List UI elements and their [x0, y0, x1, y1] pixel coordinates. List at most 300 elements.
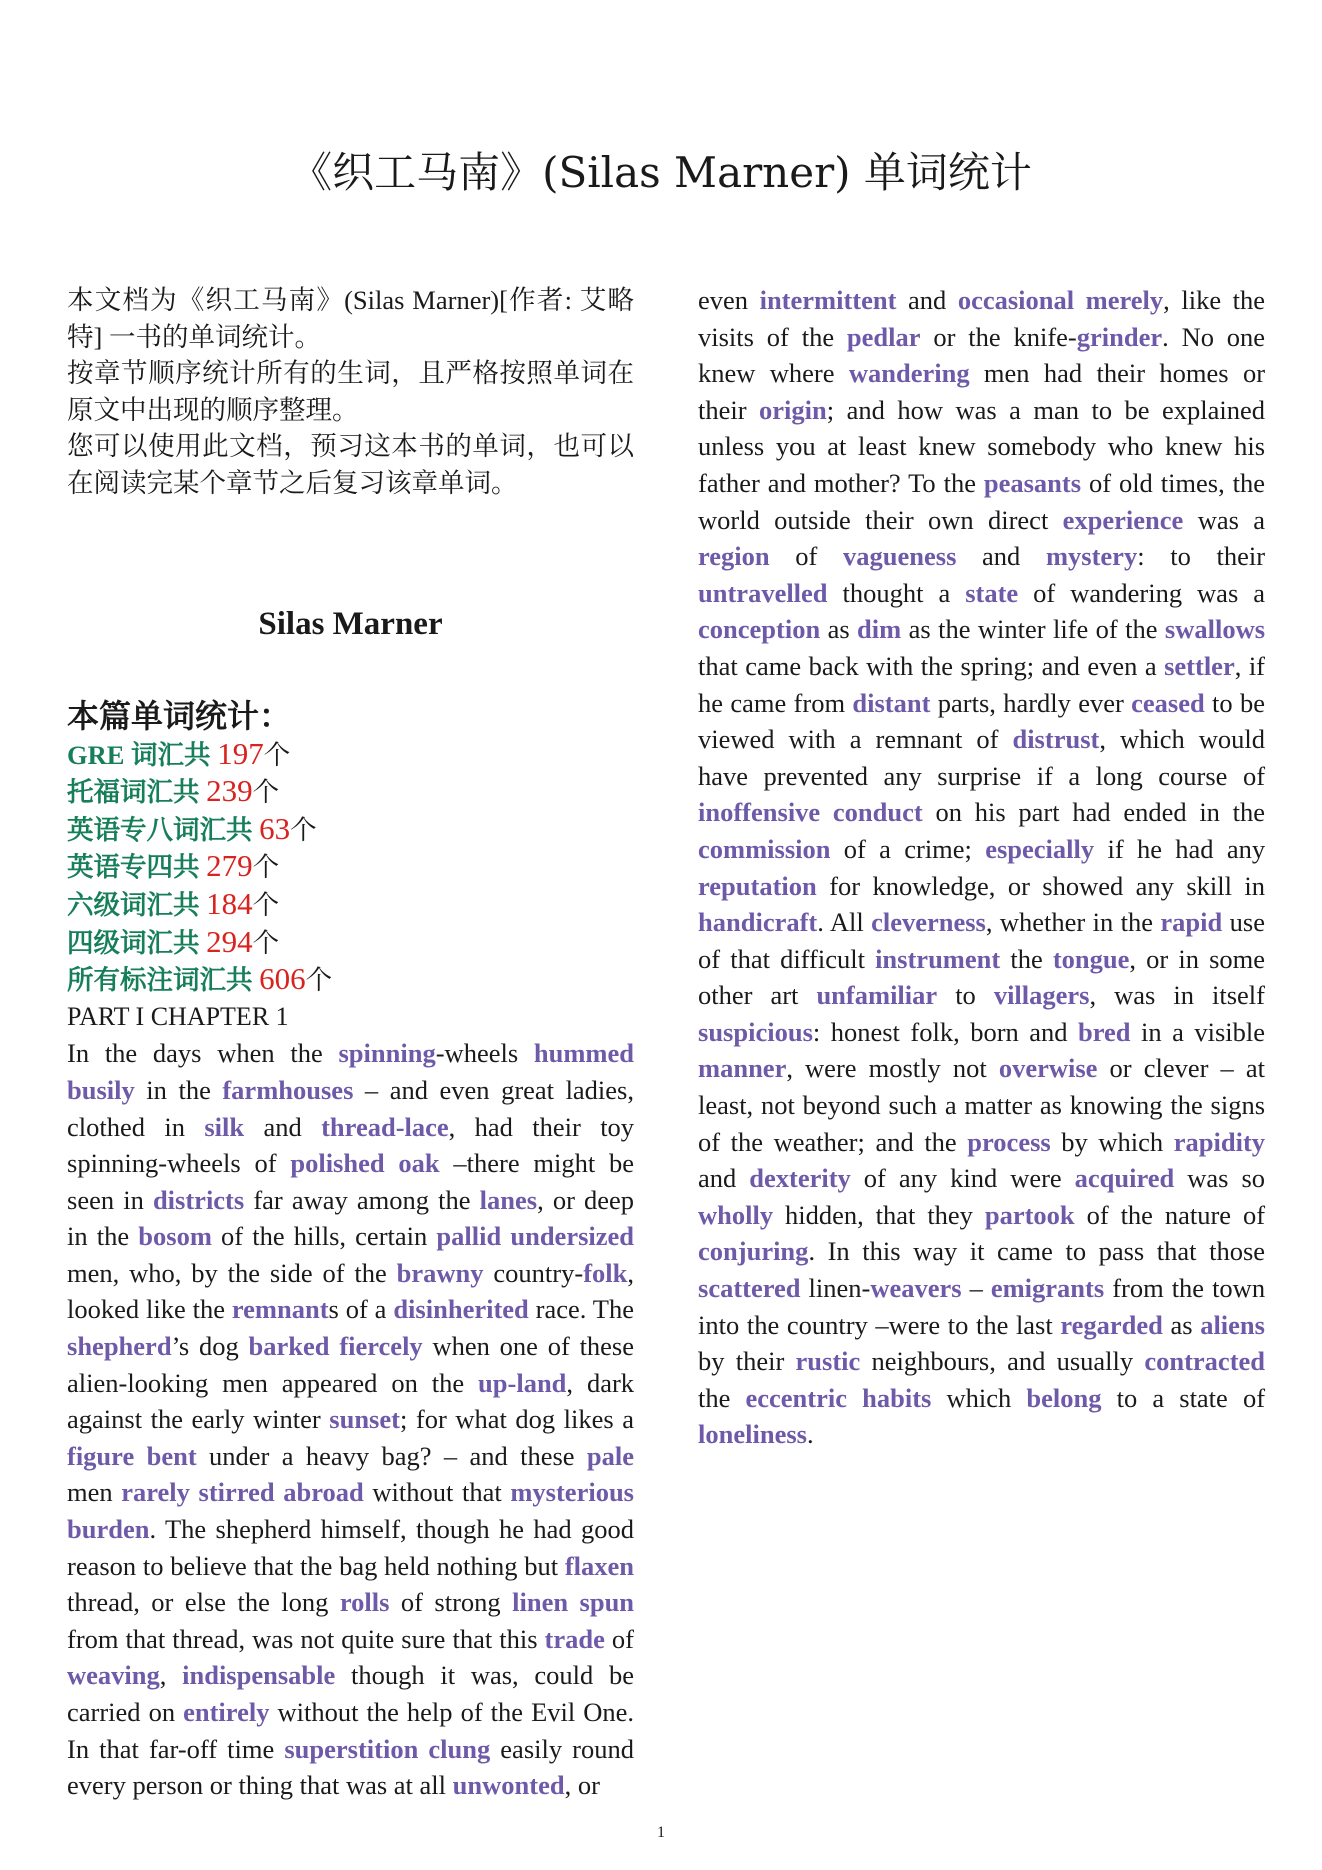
vocab-word: spun	[579, 1587, 635, 1618]
text-run: who	[1107, 431, 1166, 462]
text-run	[353, 1075, 365, 1105]
text-run: shepherd	[215, 1514, 321, 1545]
text-run: hardly	[1003, 687, 1079, 718]
text-run: –	[364, 1074, 390, 1105]
vocab-word: especially	[985, 833, 1095, 864]
text-run: not	[300, 1623, 342, 1654]
text-run: that	[452, 1623, 500, 1654]
text-run: race.	[535, 1294, 593, 1325]
vocab-word: aliens	[1200, 1309, 1265, 1340]
text-run: long	[281, 1587, 340, 1618]
text-run: visible	[1194, 1016, 1266, 1047]
vocab-word: suspicious	[698, 1016, 813, 1047]
text-run	[1163, 1310, 1171, 1340]
vocab-word: clung	[428, 1733, 491, 1764]
text-run: homes	[1159, 358, 1243, 389]
text-run: early	[191, 1404, 254, 1435]
text-run: men	[67, 1477, 122, 1508]
text-run: and	[1029, 1016, 1079, 1047]
text-run: have	[698, 760, 764, 791]
text-run: in	[1173, 980, 1212, 1011]
stats-heading: 本篇单词统计：	[67, 697, 292, 734]
intro-line-1: 本文档为《织工马南》(Silas Marner)[作者: 艾略特] 一书的单词统计。	[67, 285, 634, 352]
text-run: ,	[627, 1257, 635, 1288]
text-run: a	[374, 1294, 394, 1325]
text-run: had	[474, 1111, 533, 1142]
text-run: who,	[129, 1257, 192, 1288]
text-run: help	[406, 1697, 461, 1727]
text-run: he	[1136, 833, 1176, 864]
vocab-word: conduct	[832, 797, 923, 828]
text-run: among	[356, 1184, 439, 1215]
text-run: if	[1107, 833, 1137, 864]
text-run: by	[698, 1346, 736, 1377]
vocab-word: dexterity	[749, 1163, 851, 1194]
text-run: held	[384, 1550, 437, 1581]
vocab-word: pedlar	[846, 321, 921, 352]
vocab-word: mysterious	[510, 1477, 634, 1508]
text-run: you	[775, 431, 828, 462]
text-run	[962, 1273, 970, 1303]
vocab-word: cleverness	[871, 907, 986, 938]
text-run: In	[67, 1733, 100, 1764]
text-run: art	[770, 980, 817, 1011]
text-run: might	[533, 1148, 610, 1179]
text-run: the	[178, 1074, 223, 1105]
text-run: weather;	[773, 1126, 876, 1157]
text-run: hidden,	[785, 1199, 876, 1230]
text-run: that	[730, 943, 781, 974]
text-run: had	[1072, 797, 1124, 828]
text-run: The	[164, 1514, 216, 1545]
vocab-word: stirred	[198, 1477, 284, 1508]
text-run: on	[935, 797, 975, 828]
text-run: he	[499, 1514, 534, 1545]
text-run: country	[786, 1309, 876, 1340]
text-run: of	[863, 1163, 899, 1194]
vocab-word: peasants	[983, 467, 1082, 498]
text-run: reason	[67, 1550, 143, 1581]
text-run: the	[938, 614, 978, 645]
text-run: side	[269, 1257, 323, 1288]
text-run: ;	[826, 394, 847, 425]
text-run: from	[793, 687, 853, 718]
vocab-word: flaxen	[564, 1550, 635, 1581]
text-run: itself	[1212, 980, 1265, 1011]
text-run	[529, 1294, 536, 1324]
text-run: came	[730, 687, 794, 718]
text-run: came	[745, 650, 809, 681]
vocab-word: conception	[698, 614, 821, 645]
text-run: one	[499, 1331, 548, 1362]
text-run: great	[501, 1074, 566, 1105]
text-run: and	[1041, 650, 1088, 681]
text-run: in	[1199, 797, 1233, 828]
text-run: against	[67, 1404, 151, 1435]
text-run: ,	[1234, 650, 1249, 681]
text-run: explained	[1162, 394, 1266, 425]
text-run: was,	[470, 1660, 535, 1691]
text-run: those	[1209, 1236, 1266, 1267]
text-run: the	[924, 1126, 968, 1157]
text-run: not	[761, 1090, 803, 1121]
right-column	[698, 282, 1265, 1453]
page-number: 1	[657, 1824, 665, 1841]
text-run: a	[938, 577, 966, 608]
vocab-word: tongue	[1052, 943, 1130, 974]
intro-line-2: 按章节顺序统计所有的生词，且严格按照单词在原文中出现的顺序整理。	[67, 358, 634, 425]
vocab-word: fiercely	[339, 1331, 423, 1362]
text-run: by	[191, 1257, 228, 1288]
text-run: and	[263, 1111, 322, 1142]
text-run: good	[581, 1514, 634, 1545]
text-run	[820, 614, 827, 644]
text-run: least,	[698, 1090, 761, 1121]
text-run: dog	[515, 1404, 564, 1435]
stats-list	[67, 736, 634, 999]
text-run: and	[875, 1126, 925, 1157]
text-run: their	[698, 394, 760, 425]
text-run: thread,	[172, 1623, 253, 1654]
stats-item-all	[67, 961, 634, 999]
text-run: of	[1242, 1199, 1266, 1230]
text-run: be	[609, 1148, 635, 1179]
text-run: .	[817, 907, 830, 938]
text-run: as	[827, 614, 858, 645]
text-run: it	[969, 1236, 998, 1267]
text-run	[389, 1587, 400, 1617]
text-run: had	[533, 1514, 581, 1545]
text-run: any	[898, 1163, 951, 1194]
text-run: and	[469, 1440, 521, 1471]
text-run: that	[125, 1623, 173, 1654]
text-run: bag?	[381, 1440, 444, 1471]
chapter-heading: PART I CHAPTER 1	[67, 1001, 289, 1031]
text-run: of	[345, 1294, 375, 1325]
text-run	[901, 614, 908, 644]
text-run: be	[1239, 687, 1265, 718]
text-run: .	[1162, 321, 1182, 352]
text-run: back	[808, 650, 867, 681]
text-run: the	[1232, 467, 1266, 498]
text-run: and	[846, 394, 898, 425]
text-run: .	[149, 1514, 165, 1545]
vocab-word: wandering	[848, 358, 970, 389]
intro-line-3: 您可以使用此文档，预习这本书的单词，也可以在阅读完某个章节之后复习该章单词。	[67, 431, 634, 498]
text-run	[817, 871, 829, 901]
stats-label: 英语专四共	[67, 852, 207, 883]
text-run: folk,	[910, 1016, 971, 1047]
text-run	[860, 1346, 871, 1376]
vocab-word: rapid	[1160, 907, 1223, 938]
text-run: bag	[339, 1550, 385, 1581]
text-run: the	[1120, 907, 1161, 938]
text-run: a	[1152, 1382, 1180, 1413]
stats-count: 279	[206, 848, 253, 884]
vocab-word: regarded	[1060, 1309, 1163, 1340]
vocab-word: weavers	[870, 1273, 962, 1304]
text-run: and	[908, 285, 958, 315]
vocab-word: overwise	[998, 1053, 1098, 1084]
text-run: likes	[563, 1404, 623, 1435]
text-run: hills,	[293, 1221, 356, 1252]
text-run: at	[827, 431, 858, 462]
text-run: this	[499, 1623, 545, 1654]
text-run	[335, 1660, 351, 1690]
vocab-word: grinder	[1076, 321, 1163, 352]
text-run: somebody	[987, 431, 1108, 462]
text-run: spring;	[960, 650, 1042, 681]
vocab-word: habits	[862, 1382, 932, 1413]
vocab-word: region	[698, 541, 770, 572]
text-run: was	[1187, 1163, 1242, 1194]
text-run: to	[1116, 1382, 1153, 1413]
text-run: came	[997, 1236, 1066, 1267]
text-run: knew	[918, 431, 988, 462]
vocab-word: occasional	[957, 285, 1086, 315]
text-run: beyond	[802, 1090, 889, 1121]
text-run: skill	[1186, 870, 1245, 901]
text-run: whether	[999, 907, 1093, 938]
text-run: to	[1212, 687, 1240, 718]
text-run: Evil	[531, 1697, 584, 1727]
text-run: ,	[448, 1111, 475, 1142]
text-run: from	[1112, 1273, 1172, 1304]
text-run: All	[829, 907, 872, 938]
text-run: outside	[774, 504, 866, 535]
text-run: the	[252, 1221, 294, 1252]
text-run: days	[152, 1038, 218, 1069]
text-run: seen	[67, 1184, 124, 1215]
text-run	[828, 578, 843, 608]
text-run: of	[843, 833, 880, 864]
text-run: round	[572, 1733, 634, 1764]
stats-item-tem8	[67, 811, 634, 849]
stats-unit: 个	[252, 852, 280, 883]
vocab-word: reputation	[698, 870, 817, 901]
vocab-word: unfamiliar	[816, 980, 938, 1011]
text-run: would	[1198, 724, 1266, 755]
stats-label: 四级词汇共	[67, 927, 207, 958]
vocab-word: dim	[857, 614, 902, 645]
text-run: the	[438, 1184, 480, 1215]
text-run: world	[698, 504, 775, 535]
text-run: how	[897, 394, 956, 425]
text-run: the	[366, 1697, 407, 1727]
text-run: looked	[67, 1294, 146, 1325]
text-run: winter	[977, 614, 1053, 645]
text-run: even	[698, 285, 760, 315]
text-run: a	[622, 1404, 635, 1435]
stats-label: 英语专八词汇共	[67, 814, 260, 845]
text-run: and	[389, 1074, 440, 1105]
text-run: not	[952, 1053, 999, 1084]
vocab-word: partook	[984, 1199, 1075, 1230]
stats-unit: 个	[252, 777, 280, 808]
text-run: these	[520, 1440, 587, 1471]
vocab-word: intermittent	[759, 285, 897, 315]
text-run: to	[955, 980, 994, 1011]
text-run: carried	[67, 1697, 149, 1727]
text-run: the	[1125, 614, 1165, 645]
text-run: so	[1241, 1163, 1266, 1194]
text-run: one	[1226, 321, 1266, 352]
text-run: alien-looking	[67, 1367, 223, 1398]
vocab-word: barked	[248, 1331, 340, 1362]
vocab-word: abroad	[283, 1477, 364, 1508]
text-run: in	[164, 1111, 205, 1142]
vocab-word: rolls	[339, 1587, 390, 1618]
text-run	[135, 1075, 147, 1105]
text-run: country-	[493, 1257, 584, 1288]
text-run: in	[1178, 943, 1210, 974]
vocab-word: rapidity	[1173, 1126, 1266, 1157]
text-run	[930, 688, 937, 718]
text-run: No	[1181, 321, 1227, 352]
text-run: their	[532, 1111, 601, 1142]
text-run: which	[1098, 1126, 1174, 1157]
text-run: ,	[564, 1770, 578, 1801]
text-run: –	[969, 1273, 991, 1304]
text-run: spinning-wheels	[67, 1148, 255, 1179]
text-run: certain	[355, 1221, 437, 1252]
text-run: of	[611, 1623, 634, 1654]
text-run: strong	[434, 1587, 513, 1618]
vocab-word: contracted	[1144, 1346, 1266, 1377]
text-run: else	[184, 1587, 238, 1618]
text-run	[1183, 505, 1197, 535]
stats-item-cet4	[67, 924, 634, 962]
text-run: of	[254, 1148, 291, 1179]
text-run: far	[253, 1184, 292, 1215]
text-run: ever	[1078, 687, 1132, 718]
text-run: without	[277, 1697, 367, 1727]
text-run: on	[148, 1697, 184, 1727]
text-run	[801, 1273, 809, 1303]
vocab-word: manner	[698, 1053, 787, 1084]
text-run: they	[927, 1199, 985, 1230]
text-run: ’s	[171, 1331, 200, 1362]
vocab-word: linen	[512, 1587, 580, 1618]
text-run: away	[291, 1184, 357, 1215]
text-run: viewed	[698, 724, 789, 755]
text-run: of	[698, 943, 731, 974]
text-run: that	[461, 1477, 511, 1508]
text-run: ,	[786, 1053, 806, 1084]
text-run: visits	[698, 321, 767, 352]
text-run: easily	[500, 1733, 573, 1764]
text-run	[1097, 1053, 1109, 1083]
text-run: a	[944, 1090, 965, 1121]
text-run: neighbours,	[871, 1346, 1008, 1377]
text-run: quite	[341, 1623, 402, 1654]
text-run: person	[132, 1770, 210, 1801]
text-run: of	[795, 541, 844, 572]
text-run: the	[490, 1697, 532, 1727]
text-run: wandering	[1070, 577, 1198, 608]
stats-count: 294	[206, 923, 253, 959]
text-run: a	[1172, 1016, 1195, 1047]
stats-count: 606	[259, 961, 306, 997]
text-run: when	[432, 1331, 500, 1362]
vocab-word: sunset	[329, 1404, 400, 1435]
text-run: these	[579, 1331, 635, 1362]
text-run: born	[970, 1016, 1030, 1047]
vocab-word: bosom	[138, 1221, 212, 1252]
vocab-word: farmhouses	[222, 1074, 354, 1105]
text-run: like	[1181, 285, 1233, 315]
text-run: which	[946, 1382, 1027, 1413]
text-run: any	[1135, 870, 1187, 901]
text-run: it	[440, 1660, 471, 1691]
text-run: any	[1226, 833, 1266, 864]
text-run: men,	[67, 1257, 130, 1288]
stats-label: 托福词汇共	[67, 777, 207, 808]
text-run	[1081, 468, 1089, 498]
text-run: the	[150, 1404, 192, 1435]
vocab-word: entirely	[183, 1697, 270, 1727]
text-run: some	[1209, 943, 1266, 974]
text-run: –	[443, 1440, 470, 1471]
text-run	[1018, 578, 1033, 608]
vocab-word: bred	[1078, 1016, 1131, 1047]
text-run: had	[1043, 358, 1097, 389]
stats-unit: 个	[263, 739, 291, 770]
text-run: course	[1158, 760, 1243, 791]
vocab-word: process	[967, 1126, 1051, 1157]
text-run: such	[888, 1090, 945, 1121]
text-run: far-off	[148, 1733, 228, 1764]
vocab-word: distant	[852, 687, 931, 718]
text-run: in	[123, 1184, 153, 1215]
vocab-word: ceased	[1131, 687, 1205, 718]
text-run: dog	[199, 1331, 249, 1362]
text-run	[484, 1258, 494, 1288]
text-run: to	[947, 1309, 976, 1340]
text-run: way	[913, 1236, 970, 1267]
text-run: winter	[253, 1404, 330, 1435]
text-run: the	[920, 650, 961, 681]
text-run	[937, 980, 955, 1010]
text-run: to	[1091, 394, 1125, 425]
text-run: of	[221, 1221, 253, 1252]
text-run: that	[253, 1550, 300, 1581]
text-run: the	[104, 1038, 153, 1069]
text-run: the	[746, 1309, 787, 1340]
text-run: of	[1033, 577, 1071, 608]
vocab-word: mystery	[1045, 541, 1138, 572]
text-run: old	[1118, 467, 1161, 498]
text-run: as	[1170, 1309, 1201, 1340]
text-run: the	[730, 1126, 774, 1157]
text-run: to	[142, 1550, 171, 1581]
text-run: at	[393, 1770, 420, 1801]
text-run: remnant	[875, 724, 977, 755]
vocab-word: hummed	[533, 1038, 635, 1069]
text-run: One.	[583, 1697, 635, 1727]
stats-count: 184	[206, 885, 253, 921]
text-run: the	[1170, 1090, 1211, 1121]
text-run: to	[1065, 1236, 1099, 1267]
text-run: by	[1061, 1126, 1099, 1157]
text-run	[770, 541, 796, 571]
text-run: clothed	[67, 1111, 165, 1142]
text-run: the	[237, 1587, 282, 1618]
text-run: town	[1212, 1273, 1266, 1304]
stats-count: 197	[217, 735, 264, 771]
vocab-word: undersized	[510, 1221, 635, 1252]
text-run: of	[1242, 760, 1266, 791]
